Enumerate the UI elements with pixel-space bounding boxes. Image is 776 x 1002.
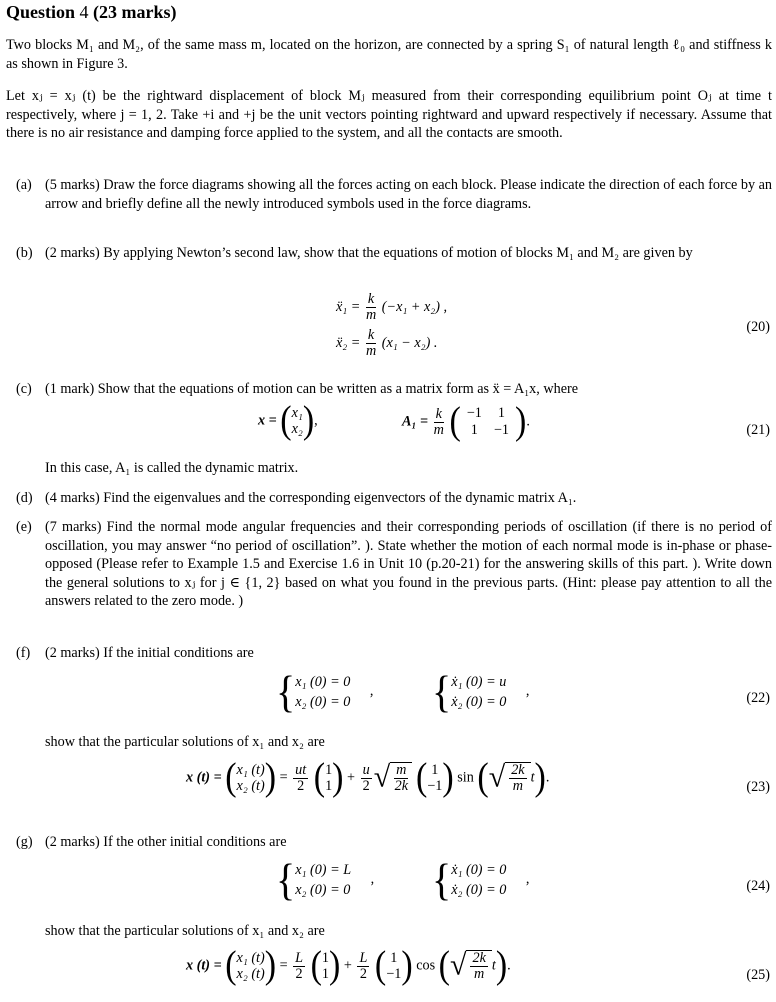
- part-e: (e) (7 marks) Find the normal mode angular frequencies and their corresponding periods of oscillation (if there is no period of oscillation, you may answer “no period of oscillation”. ). State whether the motion of each normal mode is in-phase or phase-opposed (Please refer to Example 1.5 and Exercise 1.6 in Unit 10 (p.20-21) for the answering skills of this part. ). Write down the general solutions to xⱼ for j ∈ {1, 2} based on what you found in the previous parts. (Hint: please pay attention to all the answers related to the zero mode. ): [16, 519, 772, 610]
- equation-24: { x₁ (0) = L x₂ (0) = 0 , { ẋ₁ (0) = 0 ẋ₂ (0) = 0 , (24): [276, 854, 770, 905]
- equation-number: (24): [746, 878, 770, 894]
- equation-21: x = ( x₁ x₂ ), A₁ = $\frac{k}{m}$ ( −1 1 1 −1 ). (21): [258, 399, 770, 443]
- equation-number: (23): [746, 779, 770, 795]
- intro-paragraph-2: Let xⱼ = xⱼ (t) be the rightward displacement of block Mⱼ measured from their corresponding equilibrium point Oⱼ at time t respectively, where j = 1, 2. Take +i and +j be the unit vectors pointing rightward and upward respectively if necessary. Assume that there is no air resistance and damping force applied to the system, and all the contacts are smooth.: [6, 88, 772, 142]
- equation-25: x (t) = ( x₁ (t) x₂ (t) ) = $\frac{L}{2}$ ( 1 1 ) + $\frac{L}{2}$ ( 1 −1 ) cos (√ $\frac{2k}{m}$ t). (25): [186, 944, 770, 987]
- part-a: (a) (5 marks) Draw the force diagrams showing all the forces acting on each block. Please indicate the direction of each force by an arrow and briefly define all the newly introduced symbols used in the force diagrams.: [16, 177, 772, 212]
- equation-number: (22): [746, 690, 770, 706]
- equation-20: ẍ₁ = $\frac{k}{m}$ (−x₁ + x₂) , ẍ₂ = $\frac{k}{m}$ (x₁ − x₂) . (20): [336, 291, 770, 359]
- equation-number: (25): [746, 967, 770, 983]
- part-f-note: show that the particular solutions of x₁ and x₂ are: [45, 734, 325, 750]
- equation-22: { x₁ (0) = 0 x₂ (0) = 0 , { ẋ₁ (0) = u ẋ₂ (0) = 0 , (22): [276, 666, 770, 717]
- equation-23: x (t) = ( x₁ (t) x₂ (t) ) = $\frac{ut}{2}$ ( 1 1 ) + $\frac{u}{2}$ √ $\frac{m}{2k}$ ( 1 −1 ) sin (√ $\frac{2k}{m}$ t). (23): [186, 756, 770, 799]
- equation-number: (21): [746, 422, 770, 438]
- part-g: (g) (2 marks) If the other initial conditions are: [16, 834, 287, 850]
- part-d: (d) (4 marks) Find the eigenvalues and the corresponding eigenvectors of the dynamic matrix A₁.: [16, 490, 577, 506]
- intro-paragraph-1: Two blocks M₁ and M₂, of the same mass m, located on the horizon, are connected by a spring S₁ of natural length ℓ₀ and stiffness k as shown in Figure 3.: [6, 37, 772, 72]
- part-b: (b) (2 marks) By applying Newton’s second law, show that the equations of motion of blocks M₁ and M₂ are given by: [16, 245, 693, 261]
- part-c: (c) (1 mark) Show that the equations of motion can be written as a matrix form as ẍ = A₁x, where: [16, 381, 579, 397]
- part-g-note: show that the particular solutions of x₁ and x₂ are: [45, 923, 325, 939]
- equation-number: (20): [746, 319, 770, 335]
- part-f: (f) (2 marks) If the initial conditions are: [16, 645, 254, 661]
- part-c-note: In this case, A₁ is called the dynamic matrix.: [45, 460, 299, 476]
- question-heading: Question 4 (23 marks): [6, 2, 177, 22]
